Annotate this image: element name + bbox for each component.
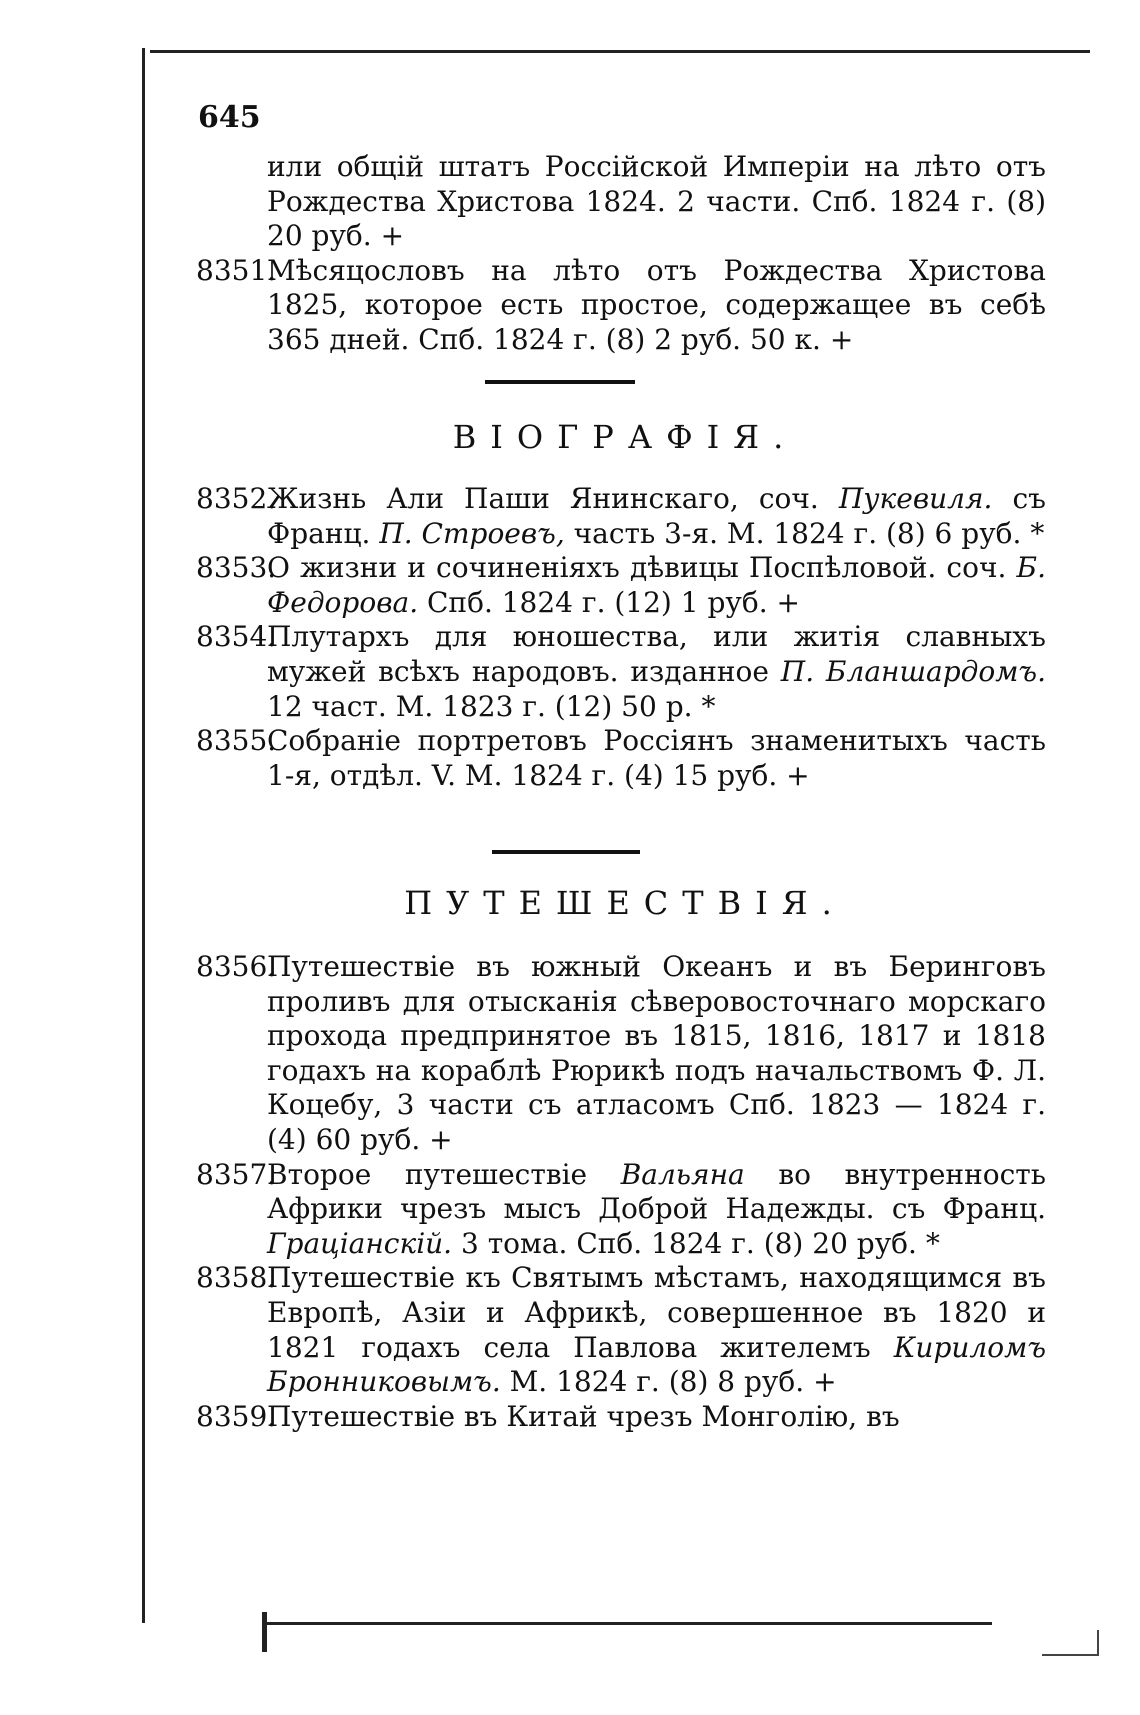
entry-number: 8356.	[196, 950, 277, 983]
entry-text	[267, 482, 1046, 551]
text-part: Жизнь Али Паши Янинскаго, соч.	[267, 482, 839, 515]
biography-entry-list	[196, 482, 1046, 793]
text-part: М. 1824 г. (8) 8 руб. +	[500, 1365, 837, 1399]
corner-crop-mark	[1042, 1630, 1099, 1656]
entry-8352	[196, 482, 1046, 551]
bottom-tick-mark	[262, 1612, 267, 1652]
entry-8359	[196, 1400, 1046, 1435]
section-heading-biography: ВІОГРАФІЯ.	[452, 418, 798, 456]
entry-8358	[196, 1261, 1046, 1399]
author-name: Кириломъ Бронниковымъ.	[267, 1330, 1046, 1399]
top-entry-list	[196, 150, 1046, 358]
entry-text	[267, 1158, 1046, 1262]
text-part: во внутренность Африки чрезъ мысъ Доброй Надежды. съ Франц.	[267, 1157, 1046, 1226]
entry-8357	[196, 1158, 1046, 1262]
travels-entry-list	[196, 950, 1046, 1434]
entry-text	[267, 620, 1046, 724]
entry-number: 8359.	[196, 1399, 277, 1433]
author-name: Вальяна	[620, 1157, 745, 1191]
entry-8353	[196, 551, 1046, 620]
translator-name: Граціанскій.	[267, 1226, 453, 1260]
text-part: Путешествіе къ Святымъ мѣстамъ, находящимся въ Европѣ, Азіи и Африкѣ, совершенное въ 1820 и 1821 годахъ села Павлова жителемъ	[267, 1261, 1046, 1364]
top-border-line	[150, 50, 1090, 53]
section-divider	[485, 380, 635, 384]
entry-text: Путешествіе въ южный Океанъ и въ Беринговъ проливъ для отысканія сѣверовосточнаго морскаго прохода предпринятое въ 1815, 1816, 1817 и 1818 годахъ на кораблѣ Рюрикѣ подъ начальствомъ Ф. Л. Коцебу, 3 части съ атласомъ Спб. 1823 — 1824 г. (4) 60 руб. +	[267, 950, 1046, 1156]
translator-name: П. Строевъ,	[379, 516, 565, 550]
bottom-border-line	[262, 1622, 992, 1625]
entry-number: 8351.	[196, 253, 277, 287]
text-part: Спб. 1824 г. (12) 1 руб. +	[418, 585, 800, 619]
entry-number: 8353.	[196, 551, 277, 585]
author-name: Пукевиля.	[838, 482, 993, 515]
section-heading-travels: ПУТЕШЕСТВІЯ.	[404, 884, 846, 922]
entry-text: Путешествіе въ Китай чрезъ Монголію, въ	[267, 1399, 900, 1433]
entry-continued	[196, 150, 1046, 254]
text-part: 3 тома. Спб. 1824 г. (8) 20 руб. *	[452, 1226, 940, 1260]
entry-8354	[196, 620, 1046, 724]
entry-8351	[196, 254, 1046, 358]
entry-text	[267, 1261, 1046, 1399]
entry-text: или общій штатъ Россійской Имперіи на лѣто отъ Рождества Христова 1824. 2 части. Спб. 1824 г. (8) 20 руб. +	[267, 150, 1046, 253]
page-number: 645	[198, 100, 261, 135]
entry-text: Мѣсяцословъ на лѣто отъ Рождества Христова 1825, которое есть простое, содержащее въ себѣ 365 дней. Спб. 1824 г. (8) 2 руб. 50 к. +	[267, 253, 1046, 356]
entry-text: Собраніе портретовъ Россіянъ знаменитыхъ часть 1-я, отдѣл. V. М. 1824 г. (4) 15 руб. +	[267, 724, 1046, 792]
entry-number: 8358.	[196, 1261, 277, 1295]
text-part: О жизни и сочиненіяхъ дѣвицы Поспѣловой. соч.	[267, 551, 1017, 585]
text-part: Второе путешествіе	[267, 1157, 621, 1191]
entry-8356	[196, 950, 1046, 1158]
text-part: Плутархъ для юношества, или житія славныхъ мужей всѣхъ народовъ. изданное	[267, 620, 1046, 688]
author-name: П. Бланшардомъ.	[780, 654, 1046, 688]
entry-number: 8352.	[196, 482, 277, 515]
text-part: съ Франц.	[267, 482, 1046, 550]
section-divider	[492, 850, 640, 854]
author-name: Б. Федорова.	[267, 551, 1046, 619]
text-part: часть 3-я. М. 1824 г. (8) 6 руб. *	[564, 516, 1045, 550]
left-border-line	[142, 48, 145, 1623]
entry-8355	[196, 724, 1046, 793]
entry-text	[267, 551, 1046, 620]
entry-number: 8354.	[196, 620, 277, 654]
entry-number: 8357.	[196, 1157, 277, 1191]
entry-number: 8355.	[196, 724, 277, 758]
text-part: 12 част. М. 1823 г. (12) 50 р. *	[267, 689, 716, 723]
